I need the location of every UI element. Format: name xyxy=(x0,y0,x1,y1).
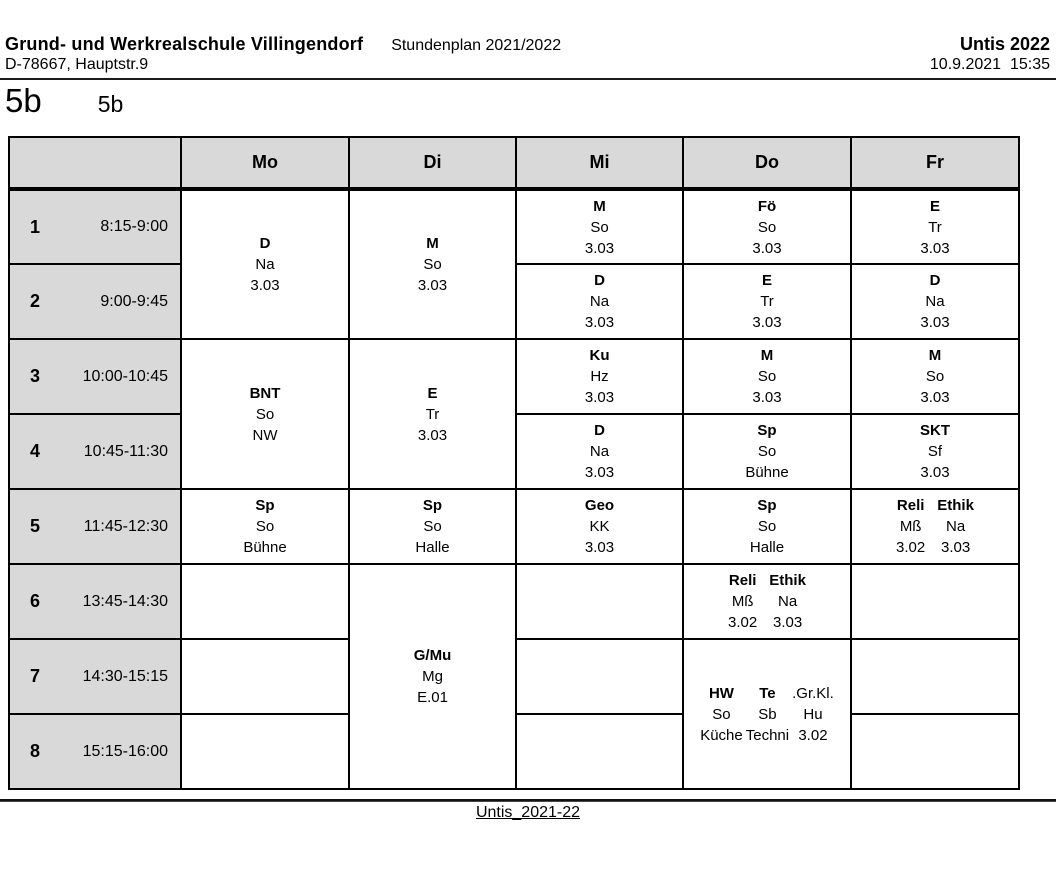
lesson-room: Halle xyxy=(749,539,785,556)
lesson-teacher: Sf xyxy=(927,443,943,460)
lesson-teacher: So xyxy=(925,368,945,385)
empty-cell-fr-6 xyxy=(851,564,1019,639)
lesson-cell-fr-5 xyxy=(851,489,1019,564)
period-number: 1 xyxy=(30,216,41,237)
lesson-part-reli xyxy=(896,495,925,558)
period-time: 13:45-14:30 xyxy=(82,592,168,610)
lesson-subject: D xyxy=(259,235,271,252)
untis-version-label: Untis_2021-22 xyxy=(475,804,581,821)
period-time: 15:15-16:00 xyxy=(82,742,168,760)
lesson-teacher: So xyxy=(712,705,731,723)
period-cell-1 xyxy=(9,189,181,264)
lesson-subject: Sp xyxy=(255,497,275,514)
lesson-teacher: Na xyxy=(589,293,610,310)
timetable-page xyxy=(0,34,1056,876)
lesson-room: 3.02 xyxy=(728,614,758,631)
lesson-room: Techni xyxy=(745,726,790,744)
lesson-subject: Ethik xyxy=(937,497,974,514)
lesson-teacher: Na xyxy=(589,443,610,460)
day-header-row xyxy=(9,137,1019,189)
empty-cell-mi-8 xyxy=(516,714,683,789)
lesson-teacher: Mß xyxy=(899,518,922,535)
period-row-3 xyxy=(9,339,1019,414)
lesson-subject: M xyxy=(760,347,774,364)
lesson-subject: Reli xyxy=(896,497,925,514)
lesson-teacher: Na xyxy=(778,593,798,610)
lesson-room: 3.03 xyxy=(940,539,971,556)
lesson-cell-mi-4 xyxy=(516,414,683,489)
period-cell-3 xyxy=(9,339,181,414)
lesson-cell-di-5 xyxy=(349,489,516,564)
period-row-6 xyxy=(9,564,1019,639)
lesson-teacher: So xyxy=(423,256,442,273)
lesson-cell-mo-3-4 xyxy=(181,339,349,489)
lesson-subject: G/Mu xyxy=(413,647,452,664)
class-title-row xyxy=(5,82,1056,130)
lesson-teacher: Tr xyxy=(760,293,774,310)
header-row-1 xyxy=(5,34,1050,55)
empty-cell-mi-6 xyxy=(516,564,683,639)
empty-cell-fr-7 xyxy=(851,639,1019,714)
lesson-part-grkl xyxy=(792,683,834,746)
lesson-cell-di-6-8 xyxy=(349,564,516,789)
lesson-cell-do-5 xyxy=(683,489,851,564)
lesson-subject: E xyxy=(761,272,772,289)
lesson-subject: Sp xyxy=(757,497,777,514)
lesson-subject: D xyxy=(594,422,605,439)
day-header-fr: Fr xyxy=(851,137,1019,189)
lesson-cell-do-6 xyxy=(683,564,851,639)
lesson-subject: Geo xyxy=(584,497,615,514)
period-number: 7 xyxy=(30,666,41,686)
lesson-subject: Ethik xyxy=(769,572,806,589)
lesson-cell-do-4 xyxy=(683,414,851,489)
class-name-small: 5b xyxy=(97,91,124,117)
period-cell-6 xyxy=(9,564,181,639)
period-time: 10:45-11:30 xyxy=(83,442,168,460)
page-footer xyxy=(0,799,1056,822)
app-title: Untis 2022 xyxy=(959,34,1050,54)
lesson-room: Bühne xyxy=(745,464,789,481)
header-divider xyxy=(0,78,1056,80)
lesson-room: 3.03 xyxy=(920,314,950,331)
lesson-subject: E xyxy=(427,384,438,402)
empty-cell-mo-7 xyxy=(181,639,349,714)
lesson-room: 3.03 xyxy=(752,389,782,406)
lesson-subject: M xyxy=(593,197,606,215)
lesson-teacher: Sb xyxy=(758,705,777,723)
lesson-cell-mo-1-2 xyxy=(181,189,349,339)
lesson-room: 3.03 xyxy=(584,539,615,556)
lesson-part-reli xyxy=(728,570,757,633)
lesson-teacher: Mg xyxy=(422,668,443,685)
timetable-grid xyxy=(8,136,1020,790)
period-number: 2 xyxy=(30,291,41,311)
lesson-subject: E xyxy=(929,197,940,215)
period-number: 3 xyxy=(30,366,41,386)
lesson-room: E.01 xyxy=(417,689,448,706)
class-name-large: 5b xyxy=(5,82,42,119)
lesson-teacher: So xyxy=(255,518,275,535)
lesson-subject: M xyxy=(426,235,439,252)
lesson-room: Halle xyxy=(415,539,450,556)
lesson-room: 3.03 xyxy=(752,314,782,331)
lesson-teacher: Na xyxy=(946,518,966,535)
lesson-subject: SKT xyxy=(920,422,950,439)
lesson-room: 3.03 xyxy=(417,277,448,294)
lesson-room: 3.03 xyxy=(920,389,950,406)
lesson-part-ethik xyxy=(769,570,806,633)
period-cell-2 xyxy=(9,264,181,339)
lesson-teacher: KK xyxy=(589,518,610,535)
lesson-teacher: Tr xyxy=(425,405,440,423)
lesson-subject: Ku xyxy=(589,347,610,364)
lesson-subject: Sp xyxy=(757,422,777,439)
lesson-cell-mi-1 xyxy=(516,189,683,264)
corner-cell xyxy=(9,137,181,189)
lesson-subject: HW xyxy=(708,684,734,702)
lesson-room: 3.03 xyxy=(584,314,615,331)
empty-cell-mo-6 xyxy=(181,564,349,639)
lesson-room: 3.03 xyxy=(584,389,615,406)
lesson-cell-do-1 xyxy=(683,189,851,264)
school-address: D-78667, Hauptstr.9 xyxy=(5,56,149,73)
lesson-room: Küche xyxy=(700,726,743,744)
lesson-room: 3.02 xyxy=(896,539,926,556)
lesson-subject: D xyxy=(594,272,605,289)
lesson-cell-mi-3 xyxy=(516,339,683,414)
period-time: 10:00-10:45 xyxy=(82,367,168,385)
lesson-room: NW xyxy=(252,426,278,444)
lesson-cell-fr-4 xyxy=(851,414,1019,489)
empty-cell-fr-8 xyxy=(851,714,1019,789)
lesson-cell-do-7-8 xyxy=(683,639,851,789)
day-header-do: Do xyxy=(683,137,851,189)
period-cell-7 xyxy=(9,639,181,714)
lesson-teacher: Na xyxy=(925,293,945,310)
period-time: 11:45-12:30 xyxy=(83,517,168,535)
lesson-cell-mo-5 xyxy=(181,489,349,564)
lesson-room: 3.03 xyxy=(920,239,950,257)
lesson-subject: Sp xyxy=(422,497,443,514)
lesson-teacher: Hz xyxy=(590,368,609,385)
lesson-room: 3.03 xyxy=(584,239,615,257)
lesson-teacher: So xyxy=(757,218,777,236)
lesson-room: 3.03 xyxy=(772,614,803,631)
lesson-cell-do-3 xyxy=(683,339,851,414)
period-time: 9:00-9:45 xyxy=(100,292,168,310)
lesson-teacher: So xyxy=(757,368,777,385)
lesson-part-ethik xyxy=(937,495,974,558)
period-cell-8 xyxy=(9,714,181,789)
lesson-room: 3.03 xyxy=(584,464,615,481)
lesson-subject: D xyxy=(929,272,941,289)
school-name: Grund- und Werkrealschule Villingendorf xyxy=(5,34,364,54)
lesson-cell-fr-3 xyxy=(851,339,1019,414)
period-row-1 xyxy=(9,189,1019,264)
period-row-5 xyxy=(9,489,1019,564)
lesson-part-hw xyxy=(700,683,743,746)
lesson-teacher: So xyxy=(590,218,609,236)
period-time: 8:15-9:00 xyxy=(100,218,168,235)
lesson-cell-fr-2 xyxy=(851,264,1019,339)
page-header xyxy=(5,34,1050,74)
lesson-part-te xyxy=(746,683,789,746)
lesson-cell-mi-2 xyxy=(516,264,683,339)
header-row-2 xyxy=(5,56,1050,74)
day-header-di: Di xyxy=(349,137,516,189)
empty-cell-mi-7 xyxy=(516,639,683,714)
lesson-subject: M xyxy=(928,347,942,364)
lesson-teacher: Hu xyxy=(803,705,823,723)
lesson-teacher: So xyxy=(423,518,442,535)
day-header-mo: Mo xyxy=(181,137,349,189)
lesson-subject: Te xyxy=(759,684,776,702)
lesson-cell-di-1-2 xyxy=(349,189,516,339)
lesson-teacher: Na xyxy=(255,256,275,273)
lesson-room: Bühne xyxy=(243,539,287,556)
lesson-room: 3.02 xyxy=(798,726,828,744)
lesson-room: 3.03 xyxy=(417,426,448,444)
lesson-cell-di-3-4 xyxy=(349,339,516,489)
period-number: 6 xyxy=(30,591,41,611)
lesson-cell-mi-5 xyxy=(516,489,683,564)
lesson-room: 3.03 xyxy=(752,239,782,257)
lesson-subject: .Gr.Kl. xyxy=(792,684,834,702)
plan-title: Stundenplan 2021/2022 xyxy=(391,37,562,54)
period-number: 4 xyxy=(30,441,41,461)
lesson-cell-do-2 xyxy=(683,264,851,339)
lesson-cell-fr-1 xyxy=(851,189,1019,264)
lesson-teacher: So xyxy=(255,405,275,423)
period-cell-4 xyxy=(9,414,181,489)
lesson-subject: BNT xyxy=(249,384,281,402)
lesson-room: 3.03 xyxy=(920,464,950,481)
day-header-mi: Mi xyxy=(516,137,683,189)
lesson-teacher: Tr xyxy=(928,218,942,236)
lesson-subject: Fö xyxy=(757,197,777,215)
period-cell-5 xyxy=(9,489,181,564)
empty-cell-mo-8 xyxy=(181,714,349,789)
lesson-room: 3.03 xyxy=(250,277,280,294)
period-number: 8 xyxy=(30,741,41,761)
lesson-teacher: So xyxy=(757,443,777,460)
footer-divider xyxy=(0,799,1056,802)
print-datetime: 10.9.2021 15:35 xyxy=(929,56,1050,73)
lesson-teacher: Mß xyxy=(731,593,754,610)
period-number: 5 xyxy=(30,516,41,536)
period-time: 14:30-15:15 xyxy=(82,667,168,685)
lesson-subject: Reli xyxy=(728,572,757,589)
lesson-teacher: So xyxy=(757,518,777,535)
